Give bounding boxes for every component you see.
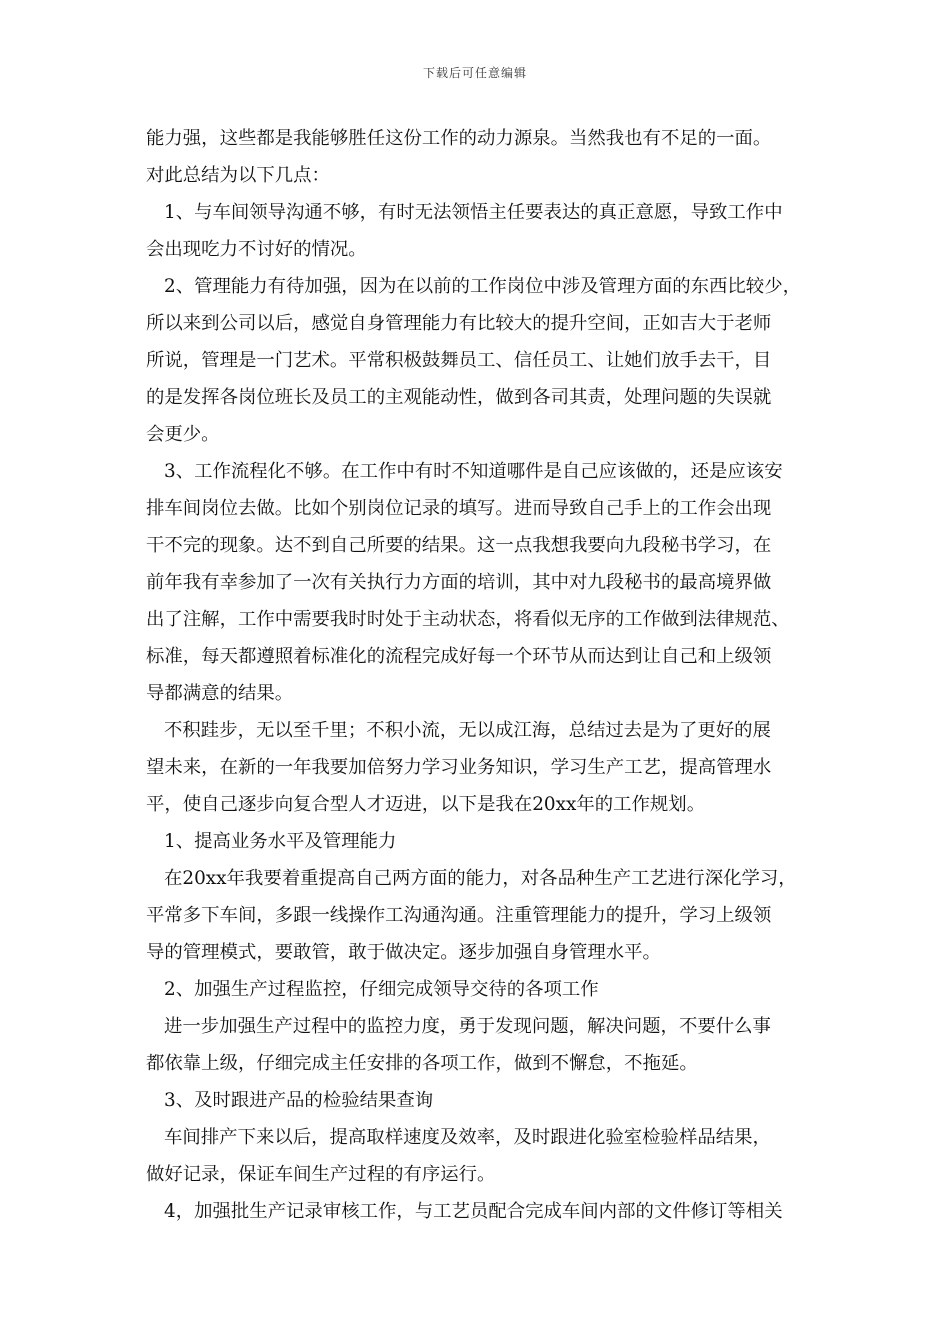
text-line: 所以来到公司以后，感觉自身管理能力有比较大的提升空间，正如吉大于老师 — [146, 313, 772, 334]
page-header: 下载后可任意编辑 — [422, 66, 527, 80]
text-line: 做好记录，保证车间生产过程的有序运行。 — [146, 1164, 496, 1185]
text-line: 车间排产下来以后，提高取样速度及效率，及时跟进化验室检验样品结果， — [164, 1127, 771, 1148]
text-line: 不积跬步，无以至千里；不积小流，无以成江海，总结过去是为了更好的展 — [164, 720, 771, 741]
text-line: 所说，管理是一门艺术。平常积极鼓舞员工、信任员工、让她们放手去干，目 — [146, 350, 772, 371]
text-line: 望未来，在新的一年我要加倍努力学习业务知识，学习生产工艺，提高管理水 — [146, 757, 772, 778]
text-line: 会更少。 — [146, 424, 220, 445]
document-body — [146, 120, 816, 1230]
text-line: 4，加强批生产记录审核工作，与工艺员配合完成车间内部的文件修订等相关 — [164, 1201, 783, 1222]
text-line: 1、提高业务水平及管理能力 — [164, 831, 397, 852]
text-line: 标准，每天都遵照着标准化的流程完成好每一个环节从而达到让自己和上级领 — [146, 646, 772, 667]
text-line: 在20xx年我要着重提高自己两方面的能力，对各品种生产工艺进行深化学习， — [164, 868, 797, 889]
text-line: 的是发挥各岗位班长及员工的主观能动性，做到各司其责，处理问题的失误就 — [146, 387, 772, 408]
text-line: 进一步加强生产过程中的监控力度，勇于发现问题，解决问题，不要什么事 — [164, 1016, 771, 1037]
text-line: 3、工作流程化不够。在工作中有时不知道哪件是自己应该做的，还是应该安 — [164, 461, 783, 482]
text-line: 3、及时跟进产品的检验结果查询 — [164, 1090, 434, 1111]
text-line: 2、管理能力有待加强，因为在以前的工作岗位中涉及管理方面的东西比较少， — [164, 276, 801, 297]
text-line: 干不完的现象。达不到自己所要的结果。这一点我想我要向九段秘书学习，在 — [146, 535, 772, 556]
text-line: 导的管理模式，要敢管，敢于做决定。逐步加强自身管理水平。 — [146, 942, 661, 963]
text-line: 能力强，这些都是我能够胜任这份工作的动力源泉。当然我也有不足的一面。 — [146, 128, 772, 149]
text-line: 平，使自己逐步向复合型人才迈进，以下是我在20xx年的工作规划。 — [146, 794, 706, 815]
text-line: 1、与车间领导沟通不够，有时无法领悟主任要表达的真正意愿，导致工作中 — [164, 202, 783, 223]
text-line: 出了注解，工作中需要我时时处于主动状态，将看似无序的工作做到法律规范、 — [146, 609, 790, 630]
text-line: 排车间岗位去做。比如个别岗位记录的填写。进而导致自己手上的工作会出现 — [146, 498, 772, 519]
text-line: 2、加强生产过程监控，仔细完成领导交待的各项工作 — [164, 979, 599, 1000]
text-line: 对此总结为以下几点： — [146, 165, 330, 186]
text-line: 前年我有幸参加了一次有关执行力方面的培训，其中对九段秘书的最高境界做 — [146, 572, 772, 593]
text-line: 会出现吃力不讨好的情况。 — [146, 239, 367, 260]
text-line: 平常多下车间，多跟一线操作工沟通沟通。注重管理能力的提升，学习上级领 — [146, 905, 772, 926]
text-line: 导都满意的结果。 — [146, 683, 294, 704]
text-line: 都依靠上级，仔细完成主任安排的各项工作，做到不懈怠，不拖延。 — [146, 1053, 698, 1074]
